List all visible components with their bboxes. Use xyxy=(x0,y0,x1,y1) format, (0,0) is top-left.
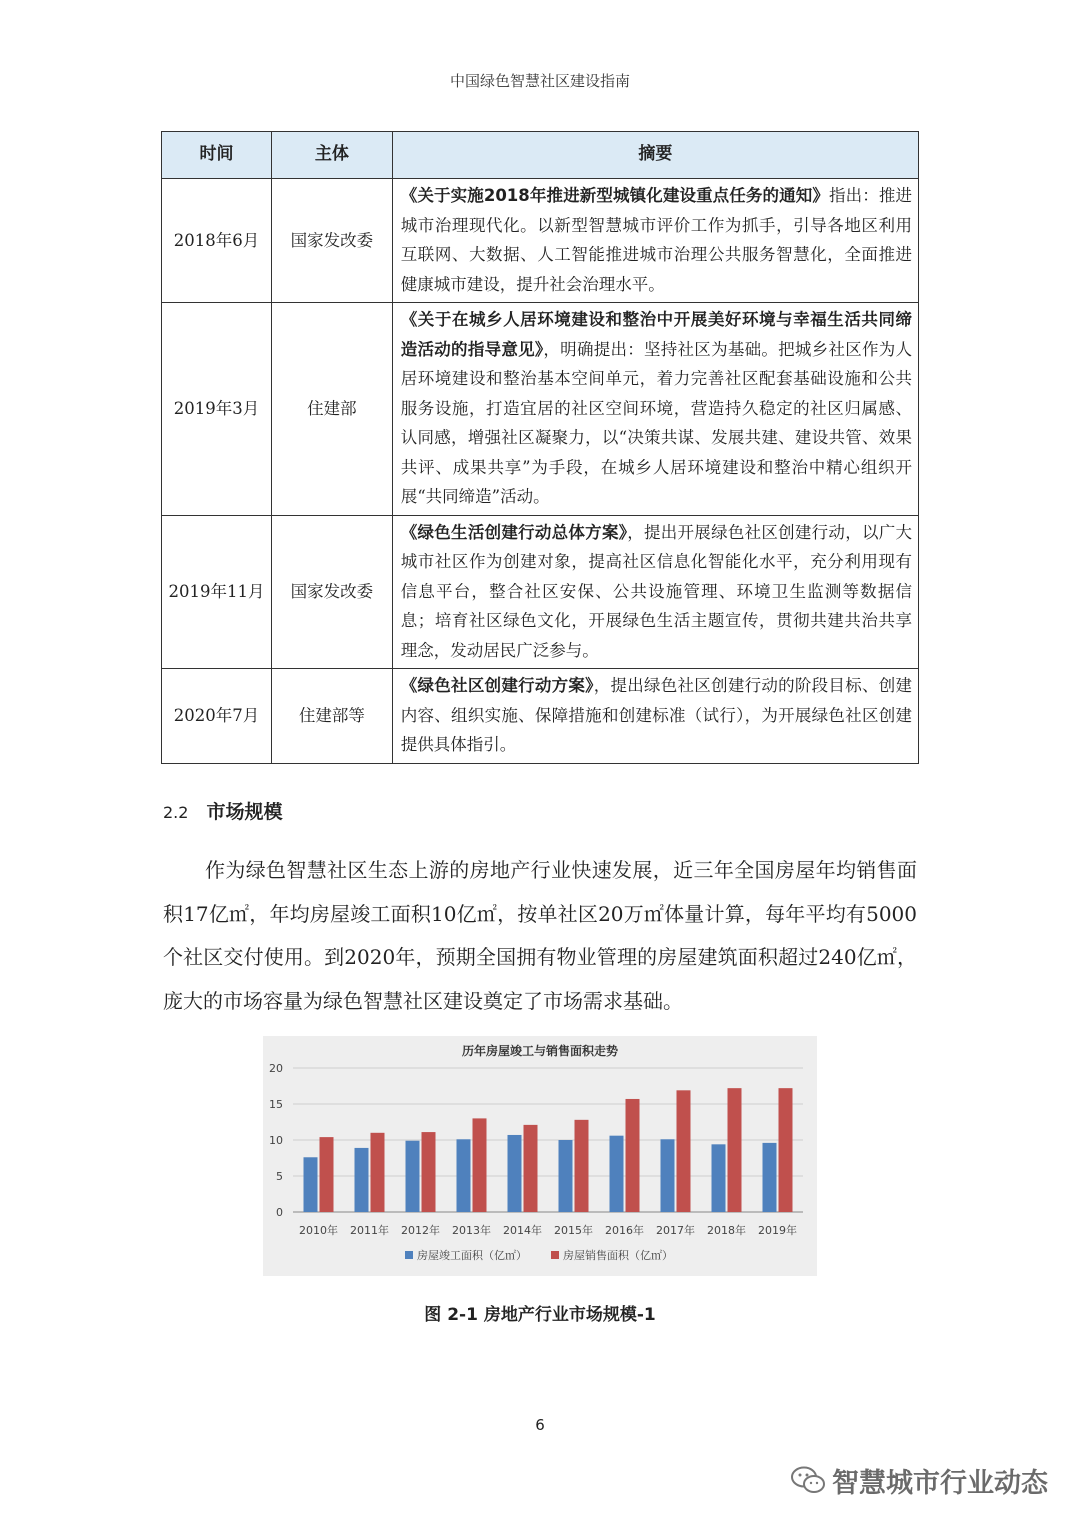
document-title: 《关于实施2018年推进新型城镇化建设重点任务的通知》 xyxy=(400,186,830,205)
cell-summary xyxy=(392,515,918,669)
column-header-time: 时间 xyxy=(162,132,272,179)
bar-completed xyxy=(712,1144,726,1212)
page-number: 6 xyxy=(535,1416,545,1434)
cell-time: 2019年3月 xyxy=(162,303,272,516)
y-tick-label: 5 xyxy=(276,1170,283,1183)
table-header-row xyxy=(162,132,919,179)
summary-text: ，提出绿色社区创建行动的阶段目标、创建内容、组织实施、保障措施和创建标准（试行），为开展绿色社区创建提供具体指引。 xyxy=(400,676,913,754)
x-tick-label: 2015年 xyxy=(554,1224,593,1237)
cell-org: 国家发改委 xyxy=(271,515,392,669)
table-row xyxy=(162,303,919,516)
x-tick-label: 2018年 xyxy=(707,1224,746,1237)
cell-org: 住建部 xyxy=(271,303,392,516)
cell-org: 国家发改委 xyxy=(271,179,392,303)
y-tick-label: 0 xyxy=(276,1206,283,1219)
section-heading xyxy=(163,797,282,824)
x-tick-label: 2014年 xyxy=(503,1224,542,1237)
x-tick-label: 2010年 xyxy=(299,1224,338,1237)
y-tick-label: 15 xyxy=(269,1098,283,1111)
table-row xyxy=(162,515,919,669)
bar-sold xyxy=(626,1099,640,1212)
bar-completed xyxy=(610,1136,624,1212)
legend-swatch xyxy=(551,1251,559,1259)
bar-sold xyxy=(779,1088,793,1212)
x-tick-label: 2012年 xyxy=(401,1224,440,1237)
figure-caption: 图 2-1 房地产行业市场规模-1 xyxy=(424,1305,656,1325)
summary-text: 指出：推进城市治理现代化。以新型智慧城市评价工作为抓手，引导各地区利用互联网、大数据、人工智能推进城市治理公共服务智慧化，全面推进健康城市建设，提升社会治理水平。 xyxy=(400,186,912,294)
bar-sold xyxy=(473,1118,487,1212)
table-row xyxy=(162,669,919,764)
body-paragraph: 作为绿色智慧社区生态上游的房地产行业快速发展，近三年全国房屋年均销售面积17亿㎡，年均房屋竣工面积10亿㎡，按单社区20万㎡体量计算，每年平均有5000个社区交付使用。到2020年，预期全国拥有物业管理的房屋建筑面积超过240亿㎡，庞大的市场容量为绿色智慧社区建设奠定了市场需求基础。 xyxy=(163,858,917,1013)
bar-completed xyxy=(457,1139,471,1212)
running-header: 中国绿色智慧社区建设指南 xyxy=(449,72,630,90)
column-header-org: 主体 xyxy=(271,132,392,179)
watermark xyxy=(790,1460,1048,1500)
cell-summary xyxy=(392,669,918,764)
column-header-summary: 摘要 xyxy=(392,132,918,179)
bar-sold xyxy=(728,1088,742,1212)
watermark-text: 智慧城市行业动态 xyxy=(832,1467,1048,1499)
cell-summary xyxy=(392,303,918,516)
cell-time: 2018年6月 xyxy=(162,179,272,303)
bar-completed xyxy=(406,1141,420,1212)
bar-sold xyxy=(575,1120,589,1212)
bar-chart xyxy=(263,1036,817,1276)
bar-sold xyxy=(320,1137,334,1212)
y-tick-label: 20 xyxy=(269,1062,283,1075)
x-tick-label: 2016年 xyxy=(605,1224,644,1237)
chart-svg xyxy=(263,1036,817,1276)
bar-completed xyxy=(304,1157,318,1212)
bar-completed xyxy=(763,1143,777,1212)
summary-text: ，明确提出：坚持社区为基础。把城乡社区作为人居环境建设和整治基本空间单元，着力完善社区配套基础设施和公共服务设施，打造宜居的社区空间环境，营造持久稳定的社区归属感、认同感，增强社区凝聚力，以“决策共谋、发展共建、建设共管、效果共评、成果共享”为手段，在城乡人居环境建设和整治中精心组织开展“共同缔造”活动。 xyxy=(400,339,913,506)
bar-sold xyxy=(524,1125,538,1212)
cell-time: 2019年11月 xyxy=(162,515,272,669)
summary-text: ，提出开展绿色社区创建行动，以广大城市社区作为创建对象，提高社区信息化智能化水平，充分利用现有信息平台，整合社区安保、公共设施管理、环境卫生监测等数据信息；培育社区绿色文化，开展绿色生活主题宣传，贯彻共建共治共享理念，发动居民广泛参与。 xyxy=(400,522,913,660)
wechat-icon xyxy=(790,1465,826,1495)
bar-sold xyxy=(422,1132,436,1212)
y-tick-label: 10 xyxy=(269,1134,283,1147)
legend-label: 房屋销售面积（亿㎡） xyxy=(563,1249,673,1262)
bar-completed xyxy=(355,1148,369,1212)
chart-title: 历年房屋竣工与销售面积走势 xyxy=(461,1044,619,1058)
bar-completed xyxy=(661,1139,675,1212)
document-title: 《绿色生活创建行动总体方案》 xyxy=(400,522,628,542)
x-tick-label: 2013年 xyxy=(452,1224,491,1237)
bar-sold xyxy=(371,1133,385,1212)
x-tick-label: 2019年 xyxy=(758,1224,797,1237)
legend-swatch xyxy=(405,1251,413,1259)
document-title: 《关于在城乡人居环境建设和整治中开展美好环境与幸福生活共同缔造活动的指导意见》 xyxy=(400,310,912,359)
x-tick-label: 2011年 xyxy=(350,1224,389,1237)
policy-table xyxy=(161,131,919,764)
cell-org: 住建部等 xyxy=(271,669,392,764)
x-tick-label: 2017年 xyxy=(656,1224,695,1237)
table-row xyxy=(162,179,919,303)
section-number: 2.2 xyxy=(163,803,189,822)
section-title: 市场规模 xyxy=(206,801,283,823)
bar-completed xyxy=(559,1140,573,1212)
cell-summary xyxy=(392,179,918,303)
bar-completed xyxy=(508,1135,522,1212)
document-title: 《绿色社区创建行动方案》 xyxy=(400,676,594,695)
legend-label: 房屋竣工面积（亿㎡） xyxy=(417,1249,527,1262)
cell-time: 2020年7月 xyxy=(162,669,272,764)
bar-sold xyxy=(677,1090,691,1212)
